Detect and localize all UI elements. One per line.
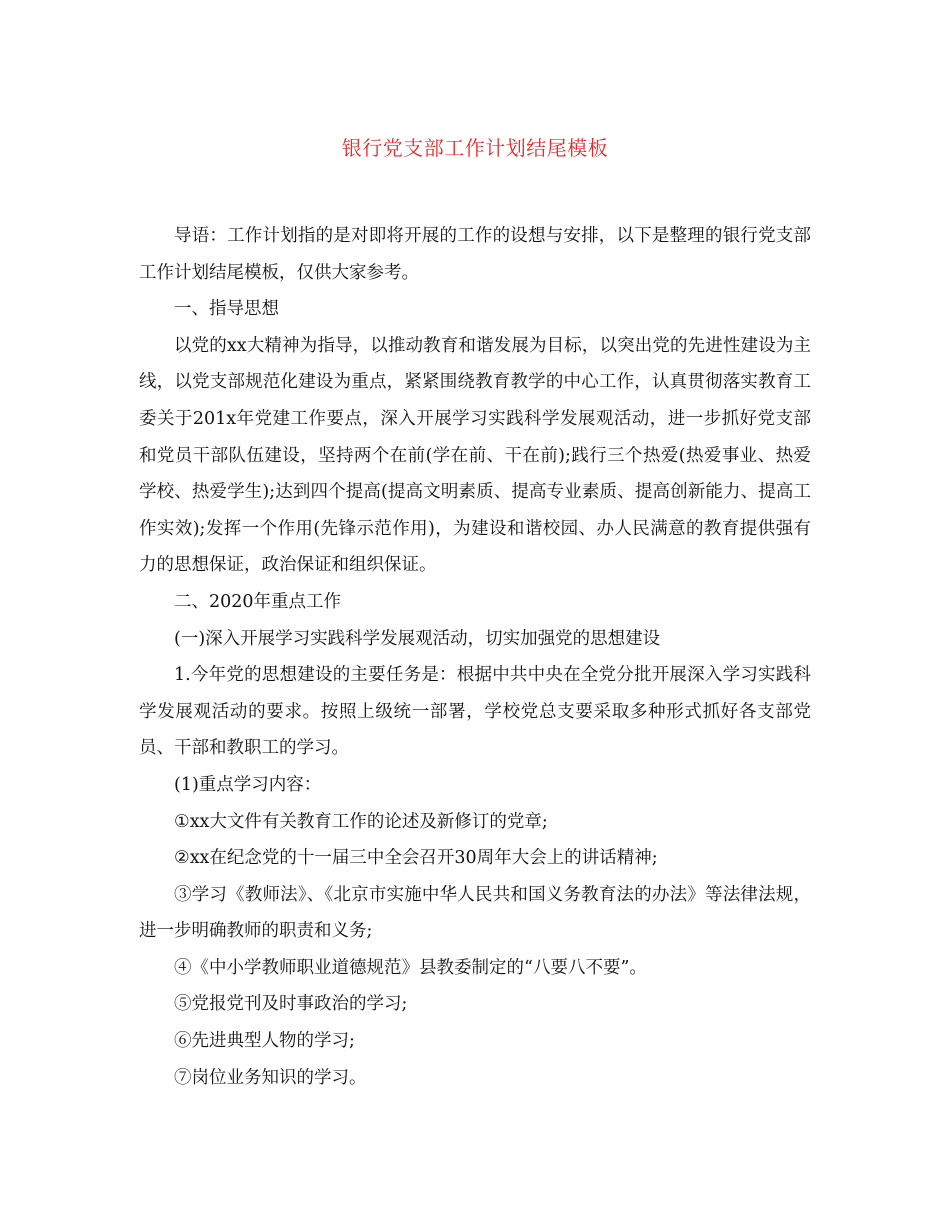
list-item: ⑦岗位业务知识的学习。 (174, 1067, 367, 1088)
guiding-thought-paragraph: 以党的xx大精神为指导，以推动教育和谐发展为目标，以突出党的先进性建设为主线，以党支部规范化建设为重点，紧紧围绕教育教学的中心工作，认真贯彻落实教育工委关于201x年党建工作要点，深入开展学习实践科学发展观活动，进一步抓好党支部和党员干部队伍建设，坚持两个在前(学在前、干在前);践行三个热爱(热爱事业、热爱学校、热爱学生);达到四个提高(提高文明素质、提高专业素质、提高创新能力、提高工作实效);发挥一个作用(先锋示范作用)，为建设和谐校园、办人民满意的教育提供强有力的思想保证，政治保证和组织保证。 (139, 335, 811, 576)
document-title: 银行党支部工作计划结尾模板 (341, 136, 609, 160)
section-heading-key-work: 二、2020年重点工作 (174, 591, 342, 612)
study-content-heading: (1)重点学习内容： (174, 774, 322, 795)
task-paragraph: 1.今年党的思想建设的主要任务是：根据中共中央在全党分批开展深入学习实践科学发展观活动的要求。按照上级统一部署，学校党总支要采取多种形式抓好各支部党员、干部和教职工的学习。 (139, 665, 811, 759)
list-item: ⑥先进典型人物的学习; (174, 1031, 355, 1052)
list-item: ⑤党报党刊及时事政治的学习; (174, 994, 408, 1015)
intro-paragraph: 导语：工作计划指的是对即将开展的工作的设想与安排，以下是整理的银行党支部工作计划结尾模板，仅供大家参考。 (139, 226, 811, 283)
list-item: ③学习《教师法》、《北京市实施中华人民共和国义务教育法的办法》等法律法规，进一步明确教师的职责和义务; (139, 884, 811, 942)
section-heading-guiding-thought: 一、指导思想 (174, 299, 279, 320)
list-item: ②xx在纪念党的十一届三中全会召开30周年大会上的讲话精神; (174, 848, 658, 869)
subsection-heading: (一)深入开展学习实践科学发展观活动，切实加强党的思想建设 (174, 628, 661, 649)
list-item: ④《中小学教师职业道德规范》县教委制定的“八要八不要”。 (174, 957, 647, 978)
list-item: ①xx大文件有关教育工作的论述及新修订的党章; (174, 811, 548, 832)
document-body (139, 218, 811, 1096)
